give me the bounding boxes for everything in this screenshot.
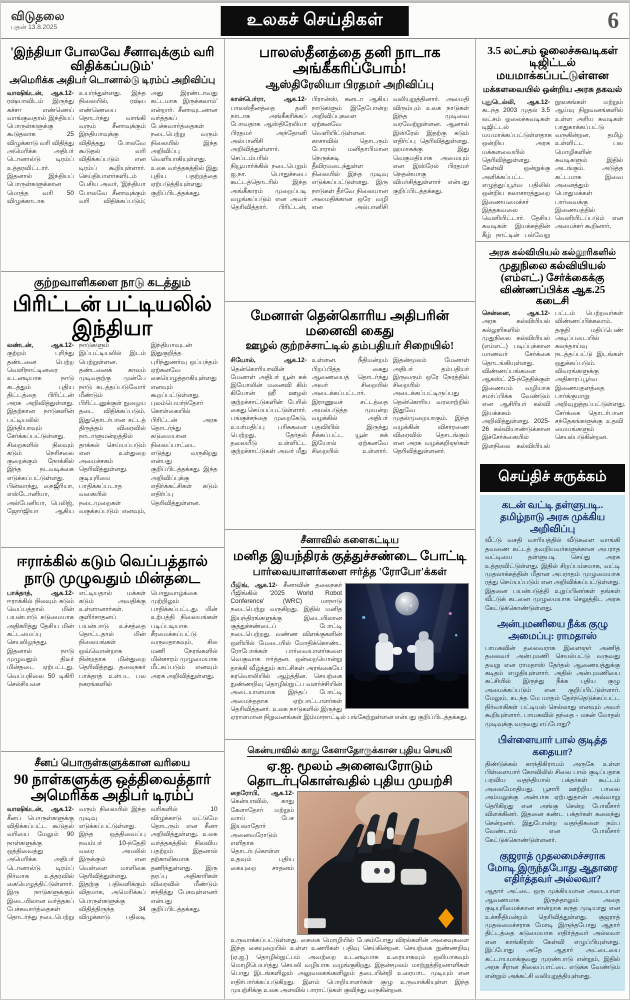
article-body: [482, 310, 626, 451]
article-kicker: [7, 277, 218, 291]
article-headline: மேனாள் தென்கொரிய அதிபரின் மனைவி கைது: [250, 308, 449, 339]
dateline: புதுடெல்லி, ஆக.12-: [482, 98, 550, 106]
article-trump-china-tariff: [1, 39, 224, 271]
article-robot-boxing: [225, 529, 475, 739]
dateline: பாக்தாத், ஆக.12-: [7, 589, 74, 597]
article-kenya-ai-glove: [225, 739, 475, 1000]
body-text: ஈராக்கில் நிலவும் கடும் வெப்பத்தால் மின் பயன்பாடு கடுமையாக அதிகரித்து தேசிய மின் கட்டமைப்பு செயலிழந்தது. இதனால் நாடு முழுவதும் திடீர் மின்தடை ஏற்பட்டது. வெப்பநிலை 50 டிகிரி செல்சியசை எட்டியதால் மக்கள் கடும் அவதிக்கு உள்ளானார்கள். குளிர்சாதனப் பயன்பாடு உச்சத்தை தொட்டதால் மின் நிலையங்கள் ஒவ்வொன்றாக நின்றதாக மின்துறை தெரிவித்தது. தலைநகர் பாக்தாத் உள்பட பல நகரங்களில் பொதுவாழ்க்கை முற்றிலும் பாதிக்கப்பட்டது. மின் உற்பத்தி நிலையங்கள் படிப்படியாக சீரமைக்கப்பட்டு வருவதாகவும், சில மணி நேரங்களில் மின்சாரம் முழுமையாக மீட்கப்படும் எனவும் அரசு அறிவித்துள்ளது.: [7, 589, 218, 688]
brief-body: வீட்டு வசதி வாரியத்தில் வீடுகளை வாங்கி தவணை கட்டத் தவறியவர்களுக்கான அபராத வட்டியை தள்ளுபடி செய்து அரசு உத்தரவிட்டுள்ளது. இதில் சிறப்பம்சமாக, வட்டி முதலாக்கத்தின் மீதான அபராதம் முழுமையாக ரத்து செய்யப்படும் என அறிவிக்கப்பட்டுள்ளது. இதனை பயன்படுத்தி உறுப்பினர்கள் தங்கள் வீட்டுக் கடனை முழுமையாக செலுத்திட அரசு கேட்டுக்கொண்டுள்ளது.: [485, 537, 620, 612]
article-body: [231, 357, 469, 457]
body-text: சீனப் பொருள்களுக்கு விதிக்கப்பட்ட கூடுதல் வரியை மேலும் 90 நாள்களுக்கு ஒத்திவைத்து அமெரிக்க அதிபர் டொனால்டு டிரம்ப் நிர்வாக உத்தரவில் கையெழுத்திட்டுள்ளார். இரு நாடுகளுக்கும் இடையிலான வர்த்தகப் பேச்சுவார்த்தைகள் தொடர்ந்து நடைபெற்று வரும் நிலையில் இந்த முடிவு எடுக்கப்பட்டுள்ளது. இந்த ஒத்திவைப்பு நவம்பர் 10-ந்தேதி வரை அமலில் இருக்கும் என வெள்ளை மாளிகை தெரிவித்துள்ளது. இதற்கு பதிலளிக்கும் விதமாக, அமெரிக்கப் பொருள்களுக்கு விதித்திருந்த 34 விழுக்காடு பதிலடி வரிகளில் 10 விழுக்காடு மட்டுமே தொடரும் என சீனா அறிவித்துள்ளது. உலக வர்த்தகத்தில் நிலவிய பதற்றம் இதனால் தற்காலிகமாக தணிந்துள்ளது. இரு தரப்பு அதிகாரிகள் விரைவில் மீண்டும் சந்தித்து பேசவுள்ளனர் என்பது குறிப்பிடத்தக்கது.: [7, 806, 218, 922]
article-subhead: ஊழல் குற்றச்சாட்டில் தம்பதியர் சிறையில்!: [245, 340, 454, 353]
dateline: வாஷிங்டன், ஆக.12-: [7, 90, 74, 97]
body-text: கடந்த 2003 முதல் 3.5 லட்சம் ஓலைச்சுவடிகள் டிஜிட்டல் மயமாக்கப்பட்டுள்ளதாக ஒன்றிய அரசு மக்களவையில் தெரிவித்துள்ளது. கேள்வி ஒன்றுக்கு அளிக்கப்பட்ட எழுத்துப்பூர்வ பதிலில் ஒன்றிய கலாசாரத்துறை இணையமைச்சர் இத்தகவலை வெளியிட்டார். தேசிய சுவடிகள் இயக்கத்தின் கீழ் நாட்டின் பல்வேறு நூலகங்கள் மற்றும் ஆய்வு நிறுவனங்களில் உள்ள அரிய சுவடிகள் பாதுகாக்கப்பட்டு வருகின்றன. தமிழ் உள்ளிட்ட பல மொழிகளின் சுவடிகளும் இதில் அடங்கும். அடுத்த கட்டமாக இவை அனைத்தும் பொதுமக்கள் பார்வைக்கு இணையத்தில் வெளியிடப்படும் என அமைச்சர் கூறினார்.: [482, 98, 623, 239]
article-body: [231, 582, 469, 723]
article-body: [482, 99, 623, 240]
kicker-text: கென்யாவில் காது கேளாதோருக்கான புதிய செயலி: [247, 745, 453, 755]
article-headline: பிரிட்டன் பட்டியலில் இந்தியா: [12, 292, 212, 340]
kicker-text: சீனாவில் களைகட்டிய: [300, 535, 399, 546]
issue-date: புதன் 13.8.2025: [11, 24, 58, 32]
article-headline: ஈராக்கில் கடும் வெப்பத்தால் நாடு முழுவதும் மின்தடை: [16, 554, 208, 587]
article-subhead: பார்வையாளர்களை ஈர்த்த 'ரோபோ'க்கள்: [252, 566, 447, 578]
article-body: [7, 590, 218, 690]
article-headline: 'இந்தியா போலவே சீனாவுக்கும் வரி விதிக்கப்படும்': [10, 45, 215, 73]
article-kicker: [231, 745, 469, 757]
news-brief-panel: [480, 495, 625, 991]
article-med-admission: [476, 241, 629, 456]
body-text: அரசு கல்வியியல் கல்லூரிகளில் முதுநிலை கல்வியியல் (எம்எட்.) படிப்புக்கான மாணவர் சேர்க்கை தொடங்கியுள்ளது. விண்ணப்பங்களை ஆகஸ்ட் 25-ந்தேதிக்குள் இணையம் வழியாக சமர்ப்பிக்க வேண்டும் என ஆசிரியர் கல்வி இயக்ககம் அறிவித்துள்ளது. 2025-26 கல்வியாண்டுக்கான இச்சேர்க்கையில் இளநிலை கல்வியியல் பட்டம் பெற்றவர்கள் விண்ணப்பிக்கலாம். தகுதி மதிப்பெண் அடிப்படையில் கலந்தாய்வு நடத்தப்பட்டு இடங்கள் ஒதுக்கப்படும். விவரங்களுக்கு அதிகாரப்பூர்வ இணையதளத்தை பார்க்குமாறு அறிவுறுத்தப்பட்டுள்ளது. சேர்க்கை தொடர்பான சந்தேகங்களுக்கு உதவி மையங்களும் செயல்படுகின்றன.: [482, 310, 626, 450]
brief-title: கடன் வட்டி தள்ளுபடி.. தமிழ்நாடு அரசு முக்கிய அறிவிப்பு: [500, 500, 605, 535]
article-body: [231, 790, 469, 995]
article-body: [7, 806, 218, 922]
robot-boxing-photo: [345, 583, 469, 709]
article-subhead: ஆஸ்திரேலியா பிரதமர் அறிவிப்பு: [265, 79, 434, 92]
body-text: குற்றம் புரிந்து தண்டனை பெற்ற வெளிநாட்டினரை உடனடியாக நாடு கடத்தும் புதிய திட்டத்தை பிரிட்டன் அரசு அறிவித்துள்ளது. இதற்கான நாடுகளின் பட்டியலில் இந்தியாவும் சேர்க்கப்பட்டுள்ளது. சிறைகளில் நிலவும் கடும் நெரிசலை குறைக்கும் நோக்கில் இந்த நடவடிக்கை எடுக்கப்பட்டுள்ளது. பின்லாந்து, நைஜீரியா, எஸ்டோனியா, அல்பேனியா, பெலிஜ், ஜோர்ஜியா ஆகிய நாடுகளும் இப்பட்டியலில் இடம் பெற்றுள்ளன. தண்டனைக் காலம் முடிவதற்கு முன்பே நாடு கடத்தப்படுவோர் மீண்டும் பிரிட்டனுக்குள் நுழைய தடை விதிக்கப்படும். இதுதொடர்பான சட்டத் திருத்தம் விரைவில் நாடாளுமன்றத்தில் தாக்கல் செய்யப்படும் என உள்துறை அமைச்சகம் தெரிவித்துள்ளது. குடியுரிமை பாதிக்கப்படாத வகையில் நடைமுறைகள் வகுக்கப்படும் எனவும், இந்தியாவுடன் இதுகுறித்த புரிந்துணர்வு ஒப்பந்தம் ஏற்கனவே கையெழுத்தாகியுள்ளது எனவும் கூறப்பட்டுள்ளது. புலம்பெயர்ந்தோர் கொள்கையில் பிரிட்டன் அரசு தொடர்ந்து கடுமையான நிலைப்பாட்டை எடுத்து வருகிறது என்பது குறிப்பிடத்தக்கது. இந்த அறிவிப்புக்கு எதிர்க்கட்சிகள் கடும் எதிர்ப்பு தெரிவித்துள்ளன.: [7, 342, 218, 515]
page-content: [1, 39, 629, 1000]
article-kicker: [482, 247, 623, 259]
brief-item-anbumani: [485, 619, 620, 729]
kicker-text: சீனப் பொருள்களுக்கான வரியை: [34, 758, 191, 769]
page-number: 6: [607, 7, 619, 33]
article-subhead: மக்களவையில் ஒன்றிய அரசு தகவல்: [482, 83, 623, 94]
body-text: ரஷ்யாவிடம் இருந்து கச்சா எண்ணெய் வாங்குவதால் இந்தியப் பொருள்களுக்கு கூடுதலாக 25 விழுக்காடு வரி விதித்து அமெரிக்க அதிபர் டொனால்டு டிரம்ப் உத்தரவிட்டார். இதனால் இந்தியப் பொருள்களுக்கான மொத்த வரி 50 விழுக்காடாக உயர்ந்துள்ளது. இந்த நிலையில், ரஷ்ய எண்ணெயை தொடர்ந்து வாங்கி வரும் சீனாவுக்கும் இந்தியாவுக்கு விதித்தது போலவே கூடுதல் வரி விதிக்கப்படும் என டிரம்ப் கூறியுள்ளார். செய்தியாளர்களிடம் பேசிய அவர், 'இந்தியா போலவே சீனாவுக்கும் வரி விதிக்கப்படும்; அது இரண்டாவது கட்டமாக இருக்கலாம்' என்றார். சீனாவுடனான வர்த்தகப் பேச்சுவார்த்தைகள் நடைபெற்று வரும் நிலையில் இந்த அறிவிப்பு வெளியாகியுள்ளது. உலக வர்த்தகத்தில் இது புதிய பதற்றத்தை ஏற்படுத்தியுள்ளது குறிப்பிடத்தக்கது.: [7, 90, 218, 205]
brief-body: திண்டுக்கல் காந்திகிராமம் அருகே உள்ள பிள்ளையார் கோவிலில் சிலை பால் குடிப்பதாக பரவிய வதந்தியால் பக்தர்கள் கூட்டம் அலைமோதியது. பூசாரி ஊற்றிய பாலை அம்மலுக்கு அன்பாக ஏற்பதுதான் அவ்வாறு தெரிகிறது என அங்கு சென்ற போலீசார் விளக்கினர். இதனை கண்ட பக்தர்கள் கலைந்து சென்றனர். இதுபோன்ற வதந்திகளை நம்ப வேண்டாம் என போலீசார் கேட்டுக்கொண்டுள்ளனர்.: [485, 760, 620, 844]
body-text: கென்யாவில், காது கேளாதோர் மற்றும் வாய் பேச இயலாதோர் அனைவரோடும் எளிதாக தொடர்புகொள்ள உதவும் புதிய கையுறை சாதனம் உருவாக்கப்பட்டுள்ளது. சைகை மொழியில் பேசும்போது விரல்களின் அசைவுகளை இந்த கையுறையில் உள்ள உணரிகள் பதிவு செய்கின்றன. செயற்கை நுண்ணறிவு (ஏ.ஐ.) தொழில்நுட்பம் அவற்றை உடனடியாக உரையாகவும் ஒலியாகவும் மொழிபெயர்த்து செயலி வழியாக வழங்குகிறது. இதன்மூலம் மாற்றுத்திறனாளிகள் பொது இடங்களிலும் அலுவலகங்களிலும் தடையின்றி உரையாட முடியும் என எதிர்பார்க்கப்படுகிறது. இளம் பொறியாளர்கள் குழு உருவாக்கியுள்ள இந்த முயற்சிக்கு உலக அளவில் பாராட்டுகள் குவிந்து வருகின்றன.: [230, 798, 469, 994]
article-iraq-blackout: [1, 547, 224, 751]
news-brief-header: செய்திச் சுருக்கம்: [480, 464, 625, 492]
brief-item-pillaiyar-milk: [485, 735, 620, 845]
page-header: [1, 1, 629, 39]
paper-name: விடுதலை: [11, 8, 65, 23]
article-subhead: அமெரிக்க அதிபர் டொனால்டு டிரம்ப் அறிவிப்பு: [9, 76, 216, 86]
article-headline: 90 நாள்களுக்கு ஒத்திவைத்தார் அமெரிக்க அதிபர் டிரம்ப்: [13, 772, 211, 805]
left-column: [1, 39, 225, 1000]
article-palestine-recognition: [225, 39, 475, 301]
article-body: [7, 342, 218, 516]
article-kicker: [7, 757, 218, 770]
dateline: லண்டன், ஆக.12-: [7, 342, 74, 350]
article-headline: பாலஸ்தீனத்தை தனி நாடாக அங்கீகரிப்போம்!: [259, 45, 441, 78]
article-kicker: [231, 535, 469, 547]
article-headline: முதுநிலை கல்வியியல் (எம்எட்.) சேர்க்கைக்கு விண்ணப்பிக்க ஆக.25 கடைசி: [499, 261, 606, 308]
right-column: [476, 39, 629, 1000]
article-headline: 3.5 லட்சம் ஓலைச்சுவடிகள் டிஜிட்டல் மயமாக்கப்பட்டுள்ளன: [487, 45, 618, 82]
dateline: நைரோபி, ஆக.12-: [230, 790, 294, 798]
brief-title: அன்புமணியை நீக்க குழு அமைப்பு: ராமதாஸ்: [497, 619, 608, 642]
article-headline: ஏ.ஐ. மூலம் அனைவரோடும் தொடர்புகொள்வதில் புதிய முயற்சி: [246, 758, 453, 788]
article-body: [231, 96, 469, 212]
kicker-text: அரசு கல்வியியல் கல்லூரிகளில்: [489, 247, 616, 257]
middle-column: [225, 39, 476, 1000]
dateline: பீஜிங், ஆக.12-: [230, 581, 278, 589]
masthead: [11, 10, 65, 31]
body-text: சீனாவின் தலைநகர் பீஜிங்கில் '2025 World Robot Conference' (WRC) மாநாடு நடைபெற்று வருகிறது. இதில் மனித இயந்திரங்களுக்கு இடையிலான குத்துச்சண்டைப் போட்டி நடைபெற்றது. வண்ண விளக்குகளின் ஒளியில் மேடையில் மோதிக்கொண்ட ரோபோக்கள் பார்வையாளர்களை வெகுவாக ஈர்த்தன. ஒன்றையொன்று தாக்கி வீழ்த்தும் காட்சிகள் அரங்கையே கரவொலியில் ஆழ்த்தின. செயற்கை நுண்ணறிவு தொழில்நுட்ப வளர்ச்சியின் அடையாளமாக இந்தப் போட்டி அமைந்ததாக ஏற்பாட்டாளர்கள் தெரிவித்தனர். உலக நாடுகளில் இருந்து ஏராளமான நிறுவனங்கள் இம்மாநாட்டில் பங்கேற்றுள்ளன என்பது குறிப்பிடத்தக்கது.: [230, 581, 468, 722]
article-britain-deport-list: [1, 271, 224, 547]
article-skorea-first-lady-arrest: [225, 301, 475, 529]
brief-item-aadhaar-modi: [485, 851, 620, 981]
ai-glove-photo: [297, 791, 469, 935]
article-trump-tariff-pause: [1, 751, 224, 1000]
article-palm-manuscripts: [476, 39, 629, 241]
dateline: சென்னை, ஆக.12-: [482, 310, 550, 317]
dateline: கான்பெர்ரா, ஆக.12-: [230, 96, 307, 104]
article-headline: மனித இயந்திரக் குத்துச்சண்டை போட்டி: [233, 548, 467, 563]
brief-body: பாமகவின் தலைவராக இளைஞர் அணித் தலைவர் அன்புமணி செயல்பட்டு வருவது தவறு என ராமதாஸ் தேர்தல் ஆணையத்துக்கு கடிதம் எழுதியுள்ளார். அதில் அன்புமணியை கட்சியில் இருந்து நீக்க புதிய குழு அமைக்கப்படும் என குறிப்பிட்டுள்ளார். மேலும், கடந்த மே மாதம் தேர்ந்தெடுக்கப்பட்ட நிர்வாகிகள் பட்டியல் செல்லாது எனவும் அவர் கூறியுள்ளார். பாமகவில் தந்தை - மகன் மோதல் முடிவுக்கு வருவது எப்போது?: [485, 644, 620, 728]
article-body: [7, 90, 218, 206]
brief-body: ஆதார் அட்டை ஒரு முக்கியமான அடையாள ஆவணமாக இருந்தாலும் அதை குடியுரிமைக்கான சான்றாக கருத முடியாது என உச்சநீதிமன்றம் தெரிவித்துள்ளது. குஜராத் முதலமைச்சராக மோடி இருந்தபோது ஆதார் திட்டத்தை கடுமையாக எதிர்த்தவர் அல்லவா என காங்கிரஸ் கேள்வி எழுப்பியுள்ளது. இப்போது அதே ஆதார் அட்டையை கட்டாயமாக்குவது முரண்பாடு என்றும், இதில் அரசு சீரான நிலைப்பாட்டை எடுக்க வேண்டும் என்றும் அக்கட்சி வலியுறுத்தியுள்ளது.: [485, 888, 620, 980]
body-text: பாலஸ்தீனத்தை தனி நாடாக அங்கீகரிக்கப் போவதாக ஆஸ்திரேலியா பிரதமர் அந்தோனி அல்பானிசி அறிவித்துள்ளார். செப்டம்பரில் நியூயார்க்கில் நடைபெறும் ஐ.நா. பொதுச்சபை கூட்டத்தொடரில் இந்த அங்கீகாரம் முறைப்படி வழங்கப்படும் என அவர் தெரிவித்தார். பிரிட்டன், பிரான்ஸ், கனடா ஆகிய நாடுகளும் இதேபோன்ற அறிவிப்புகளை ஏற்கனவே வெளியிட்டுள்ளன. காசாவில் தொடரும் போரால் மனிதாபிமான நெருக்கடி தீவிரமடைந்துள்ள நிலையில் இந்த முடிவு எடுக்கப்பட்டுள்ளது. இரு நாடுகள் தீர்வே நிலையான அமைதிக்கான ஒரே வழி என அல்பானிசி வலியுறுத்தினார். அமைதி விரும்பும் உலக நாடுகள் இந்த முடிவை வரவேற்றுள்ளன. ஆனால் இஸ்ரேல் இதற்கு கடும் எதிர்ப்பு தெரிவித்துள்ளது. ஹமாசுக்கு இது வெகுமதியாக அமையும் என இஸ்ரேல் பிரதமர் நெதன்யாகு விமர்சித்துள்ளார் என்பது குறிப்பிடத்தக்கது.: [230, 96, 469, 212]
body-text: தென்கொரியாவின் மேனாள் அதிபர் யூன் சுக் இயோலின் மனைவி கிம் கியோன் ஹீ ஊழல் குற்றச்சாட்டுகளின் பேரில் கைது செய்யப்பட்டுள்ளார். பங்குச்சந்தை முறைகேடு, உயர்மதிப்பு பரிசுகளை பெற்றது, தேர்தல் தலையீடு உள்ளிட்ட குற்றச்சாட்டுகள் அவர் மீது உள்ளன. நீதிமன்றம் பிறப்பித்த கைது ஆணையைத் தொடர்ந்து அவர் சிறையில் அடைக்கப்பட்டார். இராணுவச் சட்டத்தை அமல்படுத்த முயன்ற வழக்கில் அதிபர் பதவியில் இருந்து நீக்கப்பட்ட யூன் சுக் இயோல் ஏற்கனவே சிறையில் உள்ளார். இதன்மூலம் மேனாள் அதிபர் தம்பதியர் இருவரும் ஒரே நேரத்தில் சிறையில் அடைக்கப்பட்டிருப்பது தென்கொரிய வரலாற்றில் இதுவே முதல்முறையாகும். இந்த வழக்கின் விசாரணை விரைவில் தொடங்கும் என அரசு வழக்கறிஞர்கள் தெரிவித்துள்ளனர்.: [230, 357, 469, 456]
dateline: சியோல், ஆக.12-: [230, 357, 307, 365]
dateline: வாஷிங்டன், ஆக.12-: [7, 806, 74, 814]
brief-item-loan-interest: [485, 500, 620, 613]
brief-title: பிள்ளையார் பால் குடித்த கதையா?: [497, 735, 608, 758]
kicker-text: குற்றவாளிகளை நாடு கடத்தும்: [33, 277, 191, 289]
brief-title: குஜராத் முதலமைச்சராக மோடி இருந்தபோது ஆதாரை எதிர்த்தவர் அல்லவா?: [487, 850, 618, 886]
section-title: உலகச் செய்திகள்: [221, 6, 409, 36]
